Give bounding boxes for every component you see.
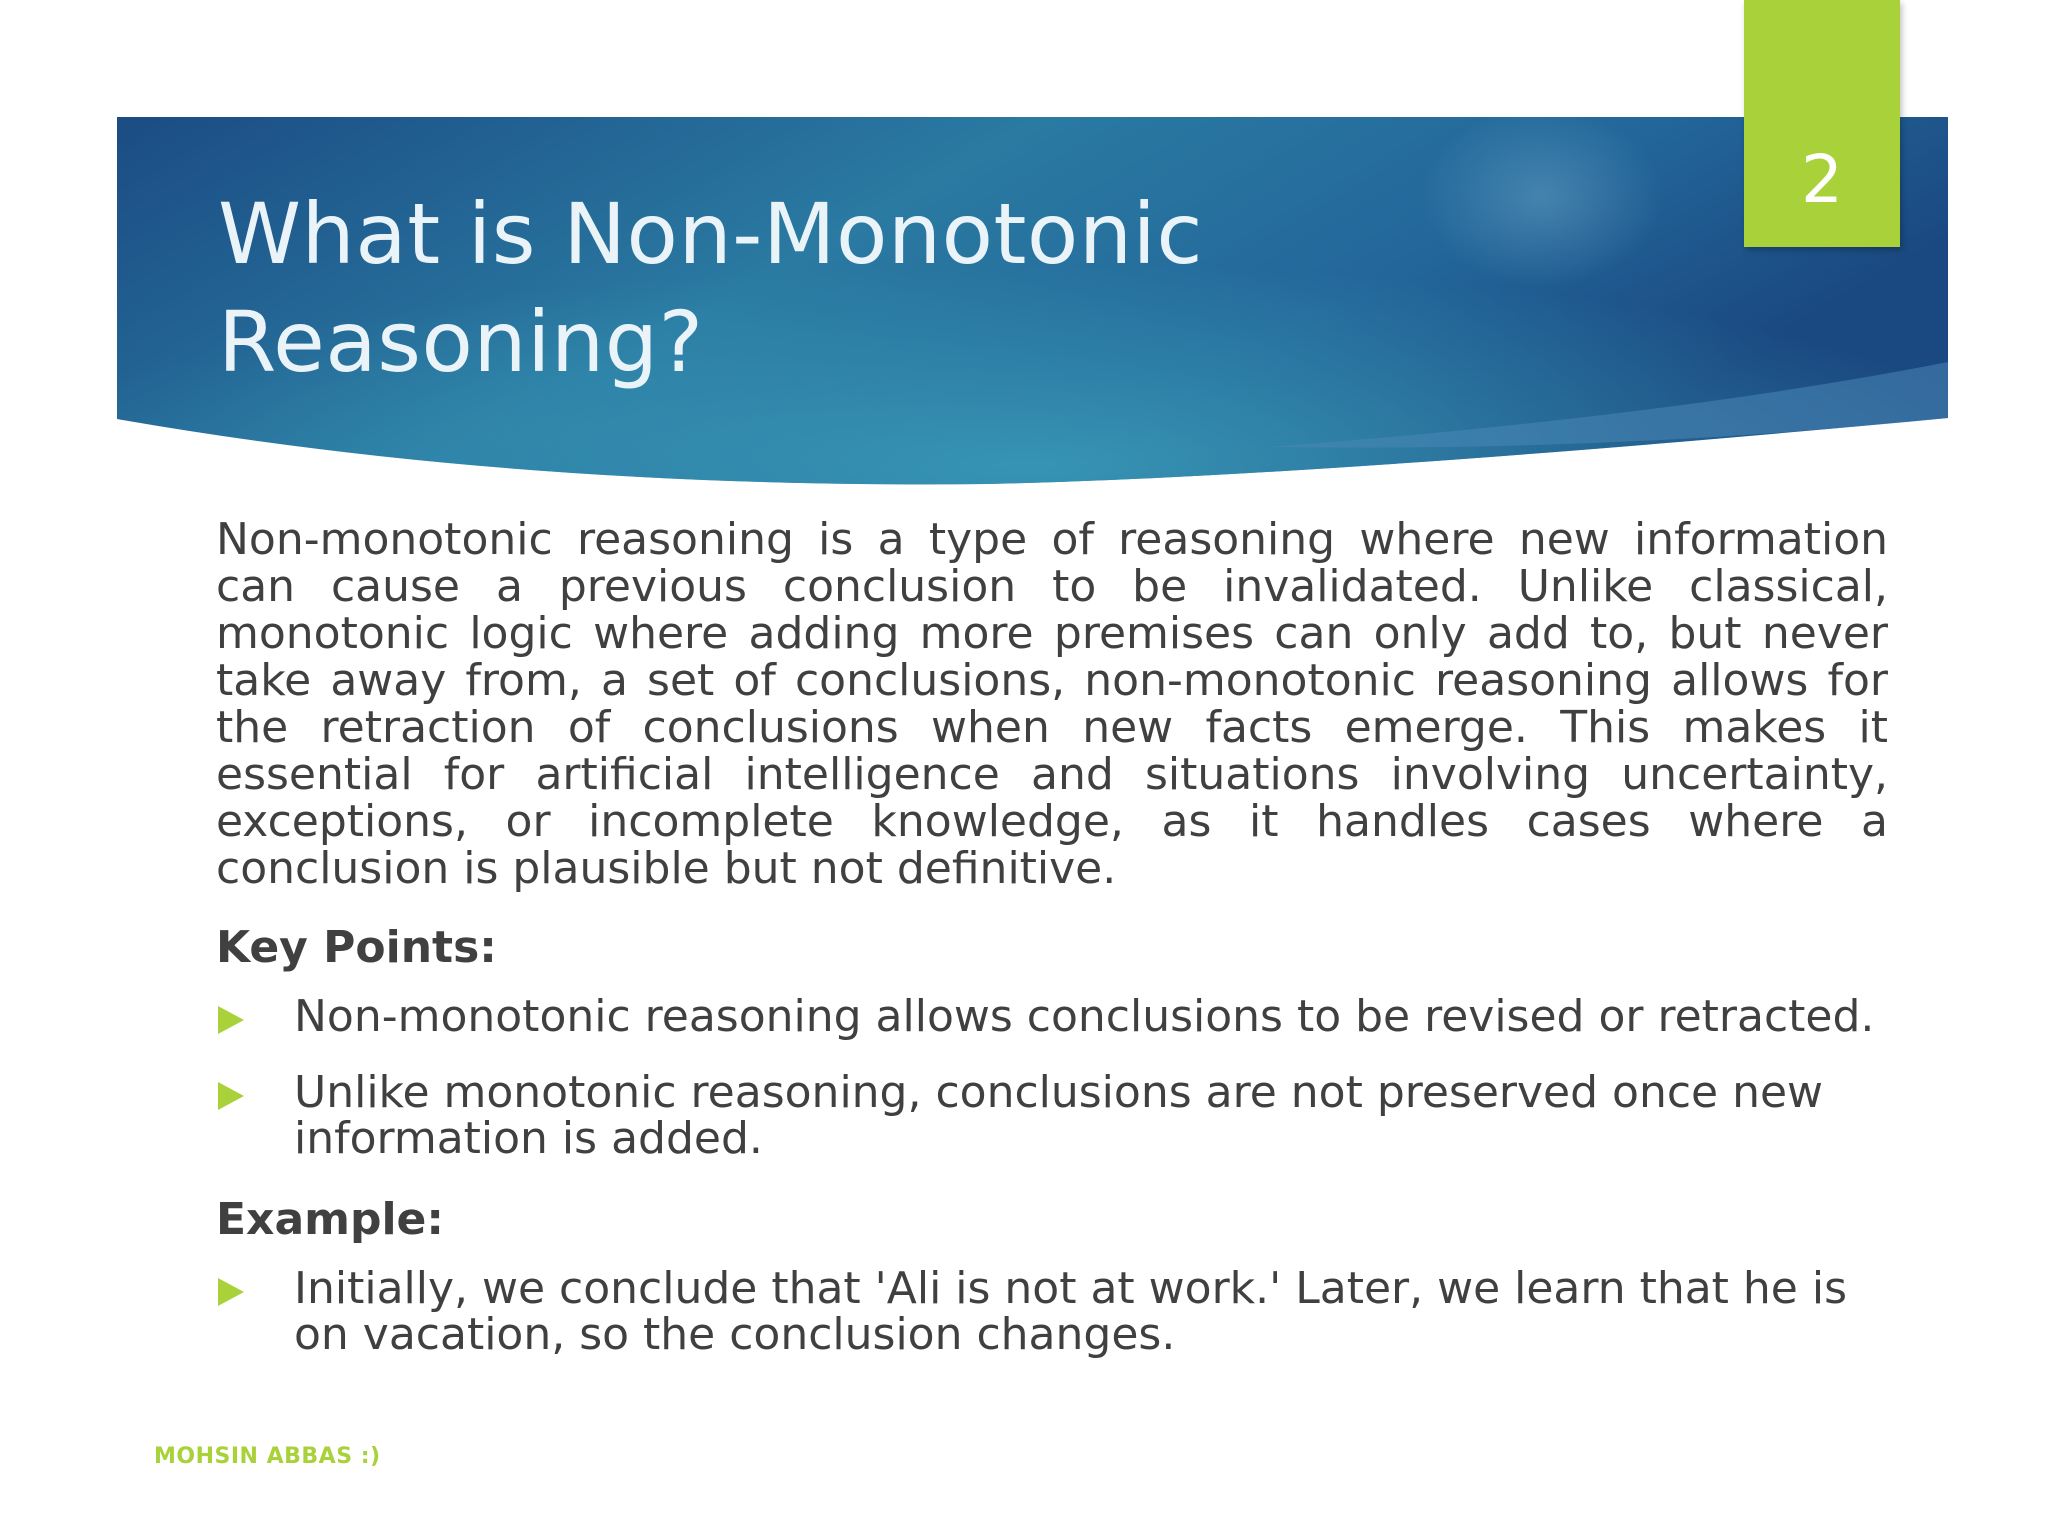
list-item — [216, 1263, 1888, 1360]
triangle-right-icon — [218, 1006, 244, 1034]
key-points-heading: Key Points: — [216, 922, 497, 973]
bullet-text: Non-monotonic reasoning allows conclusions to be revised or retracted. — [294, 991, 1875, 1042]
page-number: 2 — [1801, 141, 1843, 218]
list-item — [216, 991, 1888, 1042]
bullet-text: Unlike monotonic reasoning, conclusions are not preserved once new information is added. — [294, 1067, 1824, 1164]
example-heading: Example: — [216, 1194, 444, 1245]
key-points-list — [216, 991, 1888, 1164]
example-list — [216, 1263, 1888, 1360]
page-number-badge — [1744, 0, 1900, 247]
slide-title: What is Non-Monotonic Reasoning? — [218, 185, 1204, 391]
list-item — [216, 1067, 1888, 1164]
slide-body — [216, 516, 1888, 1358]
footer-author: MOHSIN ABBAS :) — [154, 1444, 381, 1469]
triangle-right-icon — [218, 1278, 244, 1306]
intro-paragraph: Non-monotonic reasoning is a type of reasoning where new information can cause a previous conclusion to be invalidated. Unlike classical, monotonic logic where adding more premises can only add to, but never take away from, a set of conclusions, non-monotonic reasoning allows for the retraction of conclusions when new facts emerge. This makes it essential for artificial intelligence and situations involving uncertainty, exceptions, or incomplete knowledge, as it handles cases where a conclusion is plausible but not definitive. — [216, 514, 1888, 894]
bullet-text: Initially, we conclude that 'Ali is not at work.' Later, we learn that he is on vacation, so the conclusion changes. — [294, 1263, 1847, 1360]
triangle-right-icon — [218, 1082, 244, 1110]
